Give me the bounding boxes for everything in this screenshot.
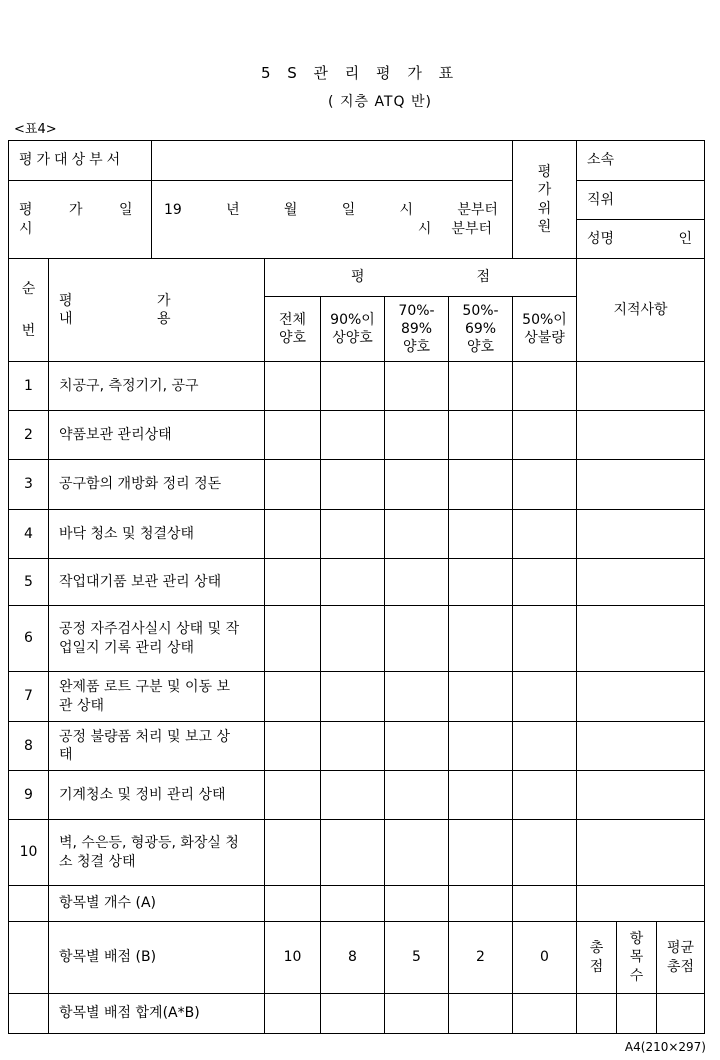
item-content: 공구함의 개방화 정리 정돈: [49, 460, 265, 510]
score-cell[interactable]: [321, 460, 385, 510]
item-count-cell[interactable]: [617, 994, 657, 1034]
score-cell[interactable]: [265, 411, 321, 460]
score-cell[interactable]: [265, 510, 321, 559]
score-cell[interactable]: [265, 722, 321, 771]
score-cell[interactable]: [265, 672, 321, 722]
score-cell[interactable]: [513, 460, 577, 510]
evaluator-label: 평 가 위 원: [513, 141, 577, 259]
score-cell[interactable]: [385, 771, 449, 820]
score-cell[interactable]: [321, 722, 385, 771]
blank-cell: [9, 922, 49, 994]
remarks-cell[interactable]: [577, 460, 705, 510]
blank-cell: [9, 994, 49, 1034]
score-cell[interactable]: [385, 510, 449, 559]
remarks-header: 지적사항: [577, 259, 705, 362]
table-row: [9, 606, 705, 672]
score-cell[interactable]: [513, 820, 577, 886]
score-cell[interactable]: [265, 559, 321, 606]
score-cell[interactable]: [385, 722, 449, 771]
date-line-1: 19 년 월 일 시 분부터: [164, 202, 498, 219]
score-cell[interactable]: [385, 820, 449, 886]
item-content: 작업대기품 보관 관리 상태: [49, 559, 265, 606]
score-cell[interactable]: [321, 362, 385, 411]
grade-header-1: 전체 양호: [265, 297, 321, 362]
affiliation-field[interactable]: [577, 141, 705, 181]
score-cell[interactable]: [449, 362, 513, 411]
remarks-cell[interactable]: [577, 606, 705, 672]
item-no: 2: [9, 411, 49, 460]
item-no: 6: [9, 606, 49, 672]
target-dept-label: 평가대상부서: [9, 141, 152, 181]
grade-header-5: 50%이 상불량: [513, 297, 577, 362]
total-score-header: 총 점: [577, 922, 617, 994]
points-value: 8: [321, 922, 385, 994]
count-cell[interactable]: [449, 886, 513, 922]
item-content: 약품보관 관리상태: [49, 411, 265, 460]
grade-header-3: 70%- 89% 양호: [385, 297, 449, 362]
item-no: 4: [9, 510, 49, 559]
sum-label: 항목별 배점 합계(A*B): [49, 994, 265, 1034]
table-row: [9, 722, 705, 771]
count-cell[interactable]: [321, 886, 385, 922]
count-cell[interactable]: [265, 886, 321, 922]
remarks-cell[interactable]: [577, 411, 705, 460]
item-no: 3: [9, 460, 49, 510]
remarks-cell[interactable]: [577, 510, 705, 559]
remarks-cell[interactable]: [577, 722, 705, 771]
item-content: 완제품 로트 구분 및 이동 보 관 상태: [49, 672, 265, 722]
score-cell[interactable]: [449, 460, 513, 510]
table-row: [9, 411, 705, 460]
grade-header-2: 90%이 상양호: [321, 297, 385, 362]
score-cell[interactable]: [321, 771, 385, 820]
score-cell[interactable]: [385, 460, 449, 510]
score-cell[interactable]: [449, 771, 513, 820]
item-no: 10: [9, 820, 49, 886]
form-title: 5 S 관 리 평 가 표: [260, 64, 460, 82]
affiliation-label: 소속: [587, 152, 615, 169]
blank-cell: [9, 886, 49, 922]
score-cell[interactable]: [513, 362, 577, 411]
sum-cell[interactable]: [265, 994, 321, 1034]
score-cell[interactable]: [449, 722, 513, 771]
seq-header: 순 번: [9, 259, 49, 362]
eval-date-field[interactable]: [152, 181, 513, 259]
item-count-header: 항 목 수: [617, 922, 657, 994]
score-cell[interactable]: [385, 559, 449, 606]
score-cell[interactable]: [513, 722, 577, 771]
item-no: 1: [9, 362, 49, 411]
score-cell[interactable]: [449, 411, 513, 460]
grade-header-4: 50%- 69% 양호: [449, 297, 513, 362]
score-cell[interactable]: [513, 411, 577, 460]
points-value: 2: [449, 922, 513, 994]
score-cell[interactable]: [321, 510, 385, 559]
score-cell[interactable]: [449, 820, 513, 886]
table-row: [9, 510, 705, 559]
score-cell[interactable]: [449, 559, 513, 606]
remarks-cell[interactable]: [577, 820, 705, 886]
item-content: 기계청소 및 정비 관리 상태: [49, 771, 265, 820]
score-cell[interactable]: [513, 559, 577, 606]
score-cell[interactable]: [449, 606, 513, 672]
item-content: 벽, 수은등, 형광등, 화장실 청 소 청결 상태: [49, 820, 265, 886]
points-value: 5: [385, 922, 449, 994]
count-cell[interactable]: [385, 886, 449, 922]
table-row: [9, 820, 705, 886]
item-content: 바닥 청소 및 청결상태: [49, 510, 265, 559]
score-cell[interactable]: [449, 510, 513, 559]
points-value: 0: [513, 922, 577, 994]
evaluation-table: [8, 140, 705, 1034]
table-row: [9, 362, 705, 411]
count-row: [9, 886, 705, 922]
item-content: 치공구, 측정기기, 공구: [49, 362, 265, 411]
score-cell[interactable]: [321, 559, 385, 606]
sum-row: [9, 994, 705, 1034]
item-no: 9: [9, 771, 49, 820]
score-cell[interactable]: [265, 771, 321, 820]
date-line-2: 시 분부터: [417, 220, 492, 237]
score-cell[interactable]: [385, 672, 449, 722]
form-subtitle: ( 지층 ATQ 반): [328, 94, 432, 110]
remarks-cell[interactable]: [577, 559, 705, 606]
score-cell[interactable]: [321, 820, 385, 886]
score-cell[interactable]: [321, 411, 385, 460]
table-number-label: <표4>: [14, 122, 57, 137]
score-cell[interactable]: [513, 672, 577, 722]
content-header: 평 가 내 용: [49, 259, 265, 362]
points-label: 항목별 배점 (B): [49, 922, 265, 994]
position-field[interactable]: [577, 181, 705, 220]
score-cell[interactable]: [513, 771, 577, 820]
count-label: 항목별 개수 (A): [49, 886, 265, 922]
table-row: [9, 559, 705, 606]
table-row: [9, 460, 705, 510]
score-cell[interactable]: [385, 606, 449, 672]
name-label: 성명: [587, 230, 615, 247]
name-field[interactable]: [577, 220, 705, 259]
eval-date-label: 평 가 일 시: [9, 181, 152, 259]
score-group-header: 평 점: [265, 259, 577, 297]
item-no: 8: [9, 722, 49, 771]
sum-cell[interactable]: [385, 994, 449, 1034]
score-cell[interactable]: [513, 606, 577, 672]
average-score-header: 평균 총점: [657, 922, 705, 994]
points-value: 10: [265, 922, 321, 994]
count-remarks-cell[interactable]: [577, 886, 705, 922]
sum-cell[interactable]: [321, 994, 385, 1034]
item-no: 5: [9, 559, 49, 606]
table-row: [9, 672, 705, 722]
table-row: [9, 771, 705, 820]
score-cell[interactable]: [265, 820, 321, 886]
sum-cell[interactable]: [513, 994, 577, 1034]
remarks-cell[interactable]: [577, 672, 705, 722]
count-cell[interactable]: [513, 886, 577, 922]
item-no: 7: [9, 672, 49, 722]
seal-label: 인: [678, 230, 692, 247]
sum-cell[interactable]: [449, 994, 513, 1034]
score-cell[interactable]: [513, 510, 577, 559]
score-cell[interactable]: [449, 672, 513, 722]
score-cell[interactable]: [321, 672, 385, 722]
score-cell[interactable]: [265, 460, 321, 510]
total-score-cell[interactable]: [577, 994, 617, 1034]
average-score-cell[interactable]: [657, 994, 705, 1034]
item-content: 공정 불량품 처리 및 보고 상 태: [49, 722, 265, 771]
score-cell[interactable]: [265, 362, 321, 411]
paper-size-note: A4(210×297): [624, 1040, 706, 1054]
target-dept-field[interactable]: [152, 141, 513, 181]
score-cell[interactable]: [385, 411, 449, 460]
position-label: 직위: [587, 191, 615, 208]
score-cell[interactable]: [265, 606, 321, 672]
score-cell[interactable]: [385, 362, 449, 411]
remarks-cell[interactable]: [577, 362, 705, 411]
score-cell[interactable]: [321, 606, 385, 672]
remarks-cell[interactable]: [577, 771, 705, 820]
item-content: 공정 자주검사실시 상태 및 작 업일지 기록 관리 상태: [49, 606, 265, 672]
points-row: [9, 922, 705, 994]
